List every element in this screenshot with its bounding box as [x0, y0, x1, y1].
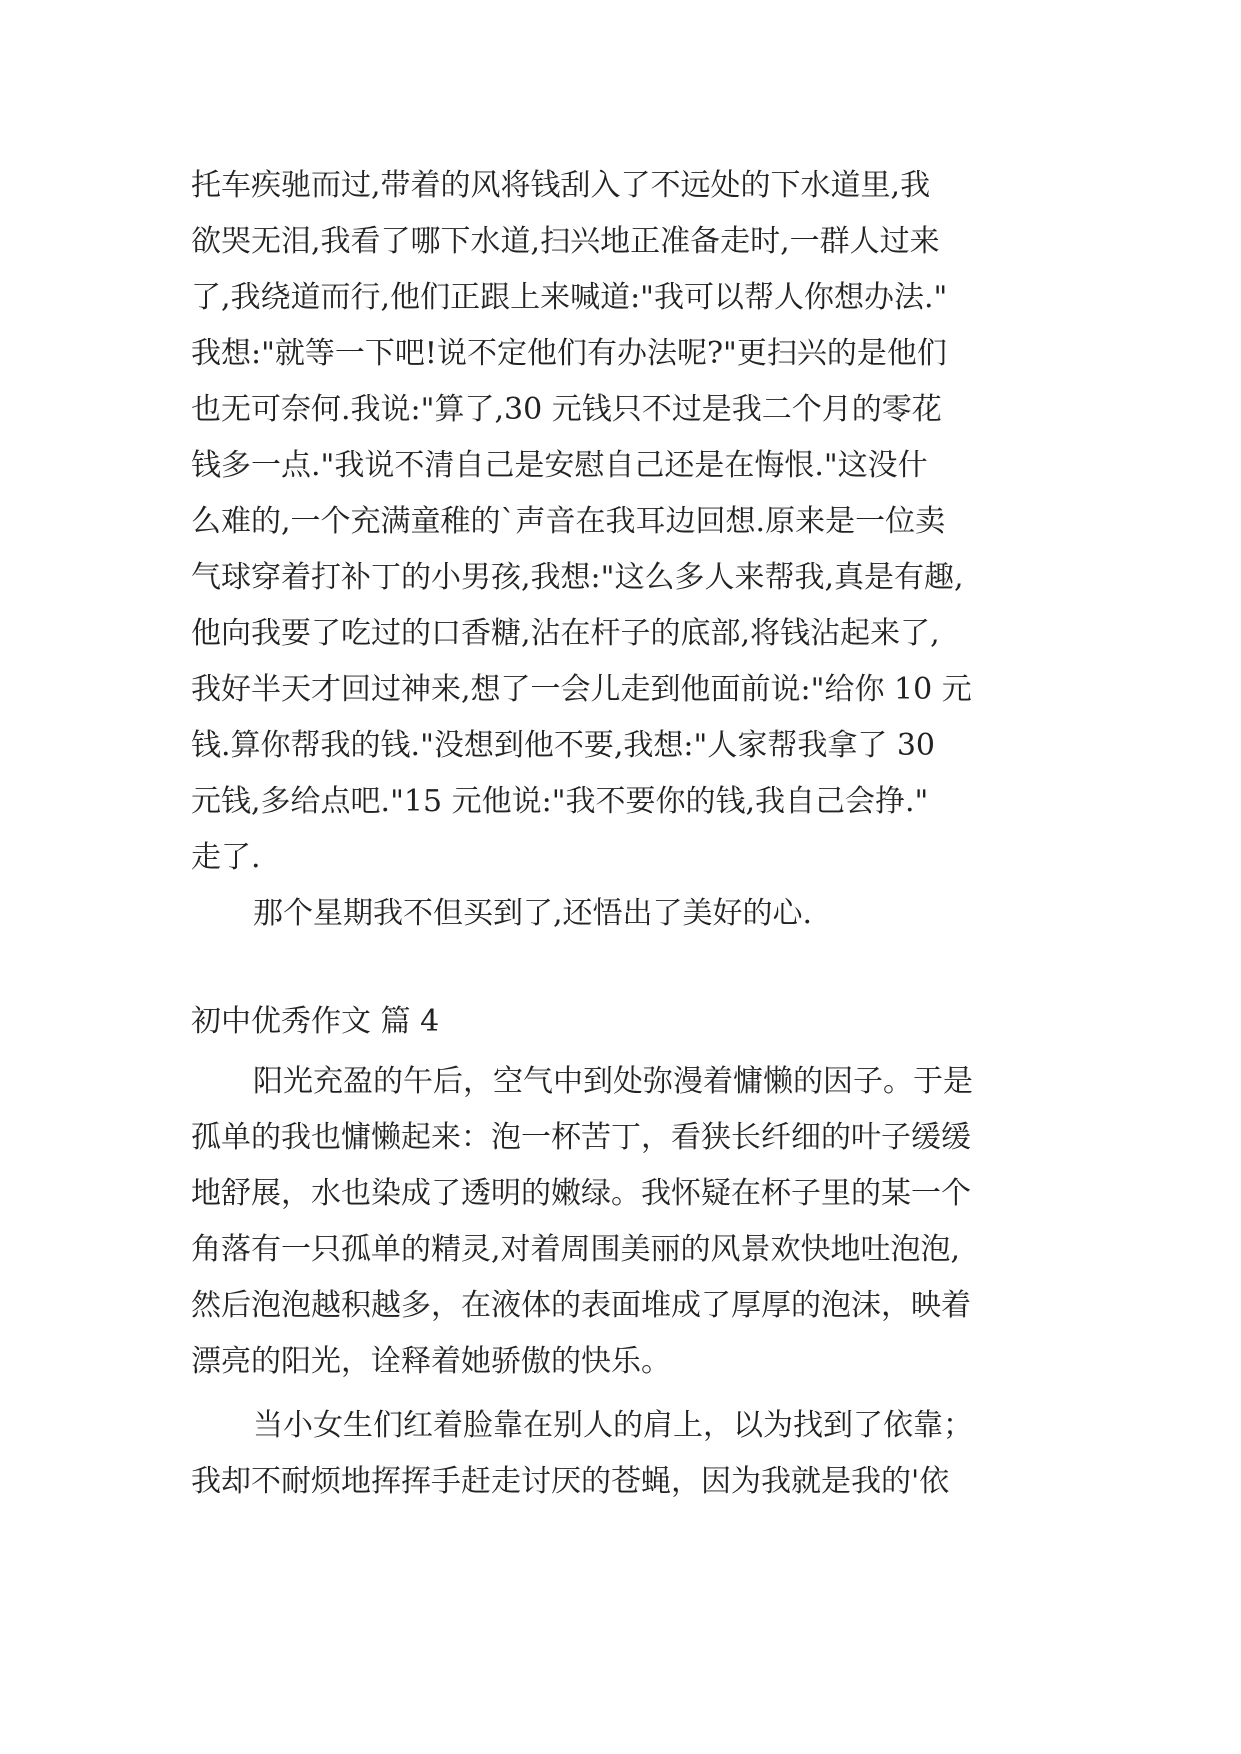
section-gap	[191, 942, 1051, 994]
text-line: 钱多一点."我说不清自己是安慰自己还是在悔恨."这没什	[191, 448, 928, 483]
text-line: 气球穿着打补丁的小男孩,我想:"这么多人来帮我,真是有趣,	[191, 560, 964, 595]
closing-paragraph: 那个星期我不但买到了,还悟出了美好的心.	[253, 896, 813, 931]
text-line: 元钱,多给点吧."15 元他说:"我不要你的钱,我自己会挣."	[191, 784, 929, 819]
text-line: 角落有一只孤单的精灵,对着周围美丽的风景欢快地吐泡泡,	[191, 1232, 961, 1267]
text-line: 当小女生们红着脸靠在别人的肩上，以为找到了依靠；	[253, 1408, 973, 1443]
text-line: 走了.	[191, 840, 261, 875]
text-line: 他向我要了吃过的口香糖,沾在杆子的底部,将钱沾起来了,	[191, 616, 940, 651]
text-line: 漂亮的阳光，诠释着她骄傲的快乐。	[191, 1344, 671, 1379]
text-line: 孤单的我也慵懒起来：泡一杯苦丁，看狭长纤细的叶子缓缓	[191, 1120, 971, 1155]
text-line: 也无可奈何.我说:"算了,30 元钱只不过是我二个月的零花	[191, 392, 942, 427]
story-paragraph	[191, 158, 1051, 886]
document-body	[191, 158, 1051, 1510]
paragraph-gap	[191, 1390, 1051, 1398]
text-line: 欲哭无泪,我看了哪下水道,扫兴地正准备走时,一群人过来	[191, 224, 940, 259]
text-line: 我却不耐烦地挥挥手赶走讨厌的苍蝇，因为我就是我的'依	[191, 1464, 950, 1499]
essay-title: 初中优秀作文 篇 4	[191, 1004, 440, 1039]
essay-paragraph-1	[191, 1054, 1051, 1390]
essay-paragraph-2	[191, 1398, 1051, 1510]
text-line: 了,我绕道而行,他们正跟上来喊道:"我可以帮人你想办法."	[191, 280, 948, 315]
text-line: 么难的,一个充满童稚的`声音在我耳边回想.原来是一位卖	[191, 504, 946, 539]
text-line: 然后泡泡越积越多，在液体的表面堆成了厚厚的泡沫，映着	[191, 1288, 971, 1323]
text-line: 我好半天才回过神来,想了一会儿走到他面前说:"给你 10 元	[191, 672, 972, 707]
text-line: 阳光充盈的午后，空气中到处弥漫着慵懒的因子。于是	[253, 1064, 973, 1099]
text-line: 地舒展，水也染成了透明的嫩绿。我怀疑在杯子里的某一个	[191, 1176, 971, 1211]
text-line: 我想:"就等一下吧!说不定他们有办法呢?"更扫兴的是他们	[191, 336, 947, 371]
text-line: 钱.算你帮我的钱."没想到他不要,我想:"人家帮我拿了 30	[191, 728, 936, 763]
text-line: 托车疾驰而过,带着的风将钱刮入了不远处的下水道里,我	[191, 168, 931, 203]
